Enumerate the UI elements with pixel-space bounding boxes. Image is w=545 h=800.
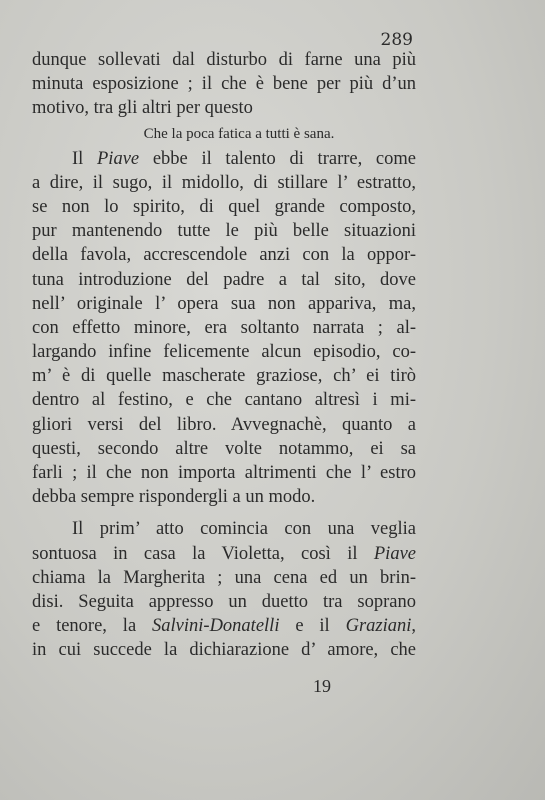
- text-line: con effetto minore, era soltanto narrata ; al-: [32, 317, 416, 338]
- page-number: 289: [380, 30, 413, 50]
- body-text: [32, 48, 416, 663]
- text-line: dentro al festino, e che cantano altresì i mi-: [32, 390, 416, 411]
- signature-mark: 19: [313, 676, 331, 696]
- text-line: gliori versi del libro. Avvegnachè, quanto a: [32, 414, 416, 435]
- text-line: se non lo spirito, di quel grande composto,: [32, 196, 416, 217]
- text-line: largando infine felicemente alcun episodio, co-: [32, 342, 416, 363]
- text-line: tuna introduzione del padre a tal sito, dove: [32, 269, 416, 290]
- text-line: a dire, il sugo, il midollo, di stillare l’ estratto,: [32, 172, 416, 193]
- text-line: della favola, accrescendole anzi con la oppor-: [32, 245, 416, 266]
- text-line: minuta esposizione ; il che è bene per più d’un: [32, 74, 416, 95]
- text-line: debba sempre rispondergli a un modo.: [32, 487, 316, 508]
- text-line: Il prim’ atto comincia con una veglia: [72, 519, 416, 540]
- text-line: in cui succede la dichiarazione d’ amore, che: [32, 640, 416, 661]
- text-line: pur mantenendo tutte le più belle situazioni: [32, 221, 416, 242]
- text-line: m’ è di quelle mascherate graziose, ch’ ei tirò: [32, 366, 416, 387]
- text-line: e tenore, la Salvini-Donatelli e il Graziani,: [32, 616, 416, 637]
- text-line: dunque sollevati dal disturbo di farne una più: [32, 50, 416, 70]
- text-line: Il Piave ebbe il talento di trarre, come: [72, 148, 416, 169]
- quotation: Che la poca fatica a tutti è sana.: [143, 125, 335, 142]
- text-line: motivo, tra gli altri per questo: [32, 98, 253, 119]
- text-line: sontuosa in casa la Violetta, così il Piave: [32, 543, 416, 564]
- text-line: farli ; il che non importa altrimenti che l’ estro: [32, 463, 416, 483]
- text-line: questi, secondo altre volte notammo, ei sa: [32, 438, 416, 459]
- text-line: chiama la Margherita ; una cena ed un brin-: [32, 567, 416, 588]
- text-line: nell’ originale l’ opera sua non appariva, ma,: [32, 293, 416, 314]
- text-line: disi. Seguita appresso un duetto tra soprano: [32, 591, 416, 612]
